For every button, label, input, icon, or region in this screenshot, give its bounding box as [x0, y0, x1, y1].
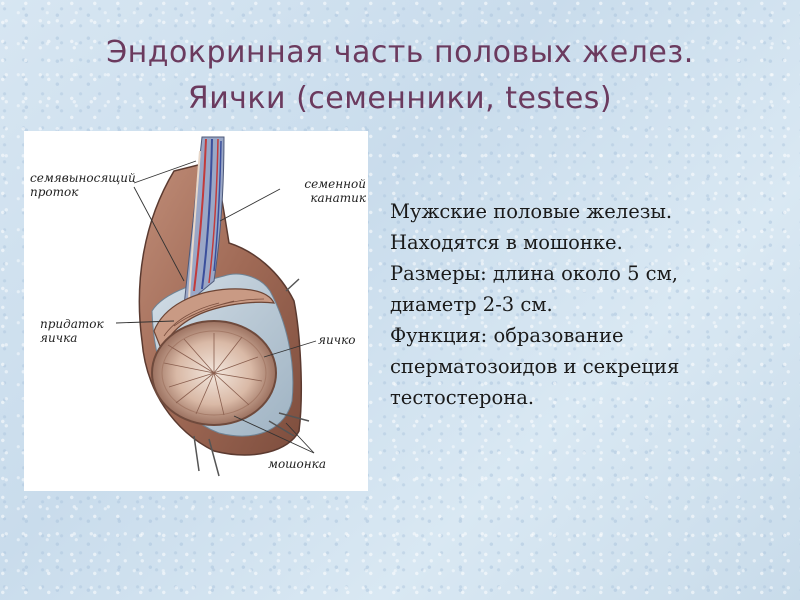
title-line-1: Эндокринная часть половых желез.	[106, 35, 694, 70]
title-line-2: Яички (семенники, testes)	[187, 81, 613, 116]
label-vas-deferens: семявыносящий проток	[30, 171, 136, 199]
text-line: Мужские половые железы.	[390, 200, 673, 223]
label-scrotum: мошонка	[268, 457, 326, 471]
text-line: Функция: образование	[390, 324, 624, 347]
label-epididymis: придаток яичка	[40, 317, 104, 345]
label-testis: яичко	[318, 333, 356, 347]
label-spermatic-cord: семенной канатик	[304, 177, 366, 205]
anatomy-illustration	[24, 131, 368, 491]
text-line: Находятся в мошонке.	[390, 231, 623, 254]
text-line: Размеры: длина около 5 см,	[390, 262, 678, 285]
text-line: сперматозоидов и секреция	[390, 355, 680, 378]
text-line: тестостерона.	[390, 386, 535, 409]
slide-title	[0, 30, 800, 122]
description-text	[390, 196, 790, 413]
text-line: диаметр 2-3 см.	[390, 293, 553, 316]
